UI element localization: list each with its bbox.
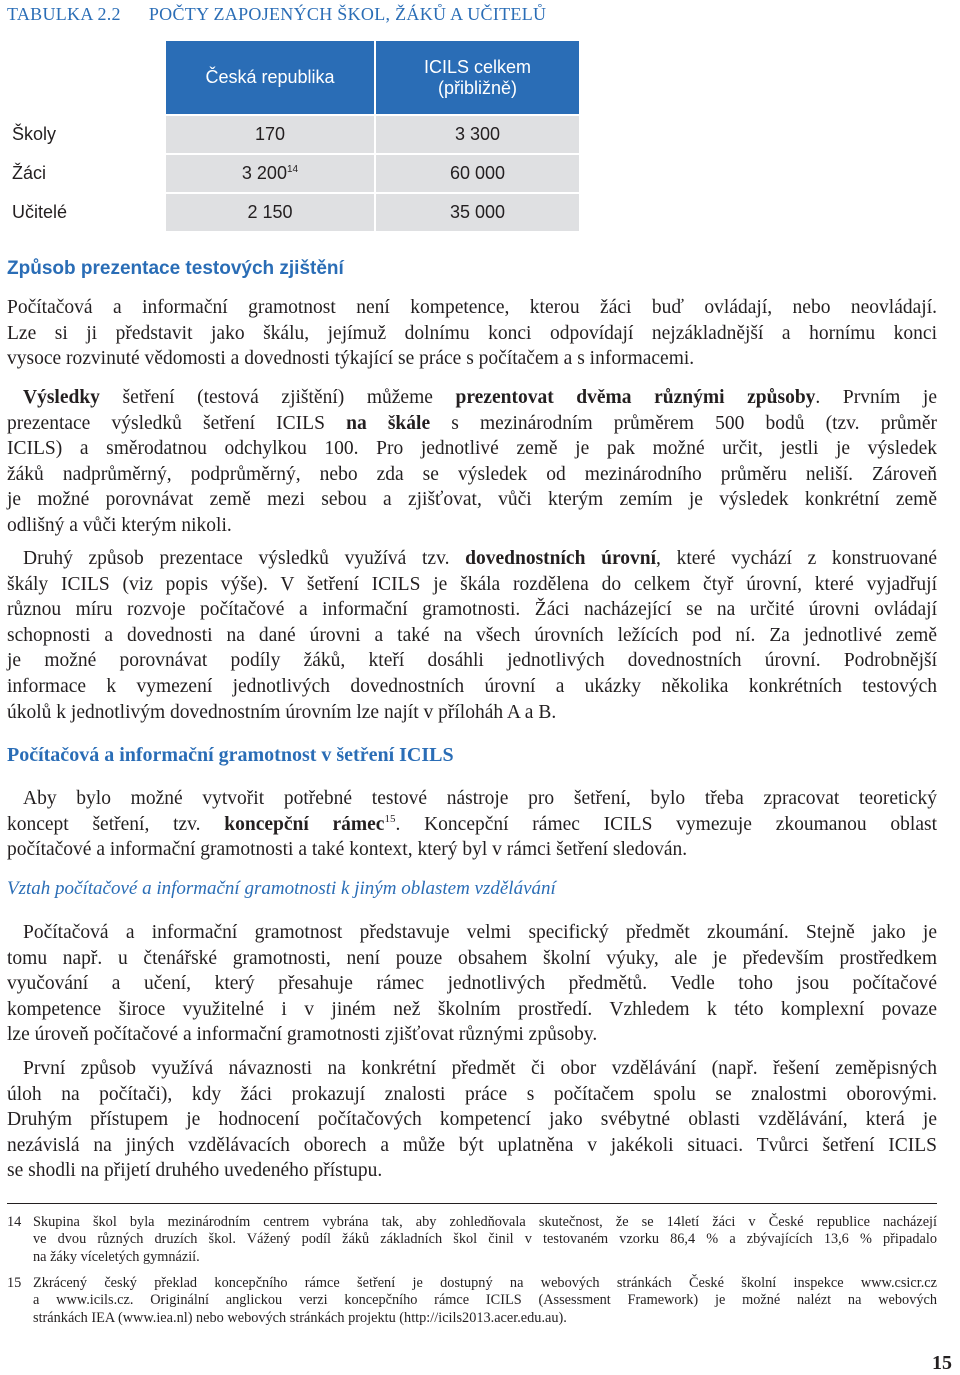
text-run: . Prvním je bbox=[815, 387, 937, 408]
cell-cz-number: 3 200 bbox=[241, 163, 287, 183]
cell-icils-value: 35 000 bbox=[376, 194, 579, 233]
paragraph-approaches bbox=[7, 1056, 937, 1184]
table-row bbox=[5, 116, 579, 155]
text-line: vyučování a učení, který přesahuje rámec jednotlivých předmětů. Vedle toho jsou počítačové bbox=[7, 973, 937, 995]
table-header-row bbox=[5, 41, 579, 116]
section-heading-relation: Vztah počítačové a informační gramotnosti k jiným oblastem vzdělávání bbox=[7, 878, 556, 899]
paragraph-skill-levels bbox=[7, 546, 937, 725]
section-heading-presentation: Způsob prezentace testových zjištění bbox=[7, 258, 344, 279]
text-line: počítačové a informační gramotnosti a také kontext, který byl v rámci šetření sledován. bbox=[7, 839, 688, 861]
text-line: vysoce rozvinuté vědomosti a dovednosti týkající se práce s počítačem a s informacemi. bbox=[7, 348, 695, 370]
text-line: škály ICILS (viz popis výše). V šetření ICILS je škála rozdělena do celkem čtyř úrovní, které vyjadřují bbox=[7, 573, 937, 595]
bold-text: dovednostních úrovní bbox=[465, 548, 657, 569]
page-number: 15 bbox=[932, 1352, 952, 1374]
header-empty-cell bbox=[5, 41, 166, 116]
cell-cz-value bbox=[166, 155, 376, 194]
paragraph-results-scale bbox=[7, 385, 937, 539]
text-line: úloh na počítači), kdy žáci prokazují znalosti práce s počítačem spolu se znalostmi oborovými. bbox=[7, 1083, 937, 1105]
header-czech-republic: Česká republika bbox=[166, 41, 376, 116]
footnote-line: ve dvou různých druzích škol. Vážený podíl žáků základních škol činil v testovaném vzorku 86,4 % a zbývajících 13,6 % připadalo bbox=[33, 1231, 937, 1248]
table-row bbox=[5, 194, 579, 233]
footnote-ref-15: 15 bbox=[384, 812, 396, 825]
text-line bbox=[7, 812, 937, 838]
footnote-line: na žáky víceletých gymnázií. bbox=[33, 1248, 200, 1265]
footnote-14 bbox=[7, 1214, 937, 1268]
text-run: s mezinárodním průměrem 500 bodů (tzv. průměr bbox=[430, 412, 938, 434]
text-run: Druhý způsob prezentace výsledků využívá tzv. bbox=[23, 548, 466, 569]
footnote-line: a www.icils.cz. Originální anglickou verzi koncepčního rámce ICILS (Assessment Framework) je možné nalézt na webových bbox=[33, 1292, 937, 1309]
footnote-15 bbox=[7, 1275, 937, 1329]
header-icils-total bbox=[376, 41, 579, 116]
text-line bbox=[7, 411, 937, 437]
text-line: lze úroveň počítačové a informační gramotnosti zjišťovat různými způsoby. bbox=[7, 1024, 598, 1046]
footnote-ref-14: 14 bbox=[286, 164, 299, 175]
text-run: . Koncepční rámec ICILS vymezuje zkoumanou oblast bbox=[395, 813, 937, 835]
text-line: schopnosti a dovednosti na dané úrovni a také na všech úrovních ležících pod ní. Za jednotlivé země bbox=[7, 624, 937, 646]
row-label: Školy bbox=[5, 116, 166, 155]
footnote-number: 14 bbox=[7, 1214, 22, 1230]
header-icils-total-line1: ICILS celkem bbox=[423, 56, 532, 77]
text-run: koncept šetření, tzv. bbox=[7, 813, 225, 835]
bold-text: Výsledky bbox=[23, 387, 100, 408]
text-line: ICILS) a směrodatnou odchylkou 100. Pro jednotlivé země je pak možné určit, jestli je výsledek bbox=[7, 438, 937, 460]
text-line: První způsob využívá návaznosti na konkrétní předmět či obor vzdělávání (např. řešení zeměpisných bbox=[23, 1058, 937, 1079]
text-line: odlišný a vůči kterým nikoli. bbox=[7, 514, 232, 536]
bold-text: koncepční rámec bbox=[224, 813, 385, 835]
footnote-divider bbox=[7, 1203, 937, 1204]
table-row bbox=[5, 155, 579, 194]
text-line: se shodli na přijetí druhého uvedeného přístupu. bbox=[7, 1160, 383, 1182]
table-number: TABULKA 2.2 bbox=[7, 4, 121, 24]
footnote-line: Zkrácený český překlad koncepčního rámce šetření je dostupný na webových stránkách České školní inspekce www.csicr.cz bbox=[33, 1275, 937, 1291]
row-label: Žáci bbox=[5, 155, 166, 194]
text-line: různou míru rozvoje počítačové a informační gramotnosti. Žáci nacházející se na určité úrovni ovládají bbox=[7, 599, 937, 621]
paragraph-conceptual-framework bbox=[7, 786, 937, 863]
text-line: Počítačová a informační gramotnost představuje velmi specifický předmět zkoumání. Stejně jako je bbox=[23, 922, 937, 943]
footnote-line: stránkách IEA (www.iea.nl) nebo webových stránkách projektu (http://icils2013.acer.edu.au). bbox=[33, 1309, 567, 1326]
section-heading-icils-literacy: Počítačová a informační gramotnost v šetření ICILS bbox=[7, 744, 454, 766]
text-line: žáků nadprůměrný, podprůměrný, nebo zda se výsledek od mezinárodního průměru neliší. Zároveň bbox=[7, 463, 937, 485]
text-line: Lze si ji představit jako škálu, jejímuž dolnímu konci odpovídají nejzákladnější a hornímu konci bbox=[7, 322, 937, 344]
header-icils-total-line2: (přibližně) bbox=[437, 77, 518, 98]
table-title: POČTY ZAPOJENÝCH ŠKOL, ŽÁKŮ A UČITELŮ bbox=[148, 4, 547, 24]
footnote-line: Skupina škol byla mezinárodním centrem vybrána tak, aby zohledňovala skutečnost, že se 14letí žáci v České republice nacházejí bbox=[33, 1214, 937, 1230]
text-line bbox=[7, 385, 937, 411]
paragraph-specific-subject bbox=[7, 920, 937, 1048]
table-caption bbox=[7, 4, 546, 25]
cell-cz-value: 170 bbox=[166, 116, 376, 155]
text-line: tomu např. u čtenářské gramotnosti, není pouze obsahem školní výuky, ale je především prostředkem bbox=[7, 947, 937, 969]
text-run: prezentace výsledků šetření ICILS bbox=[7, 412, 347, 434]
text-line: je možné porovnávat podíly žáků, kteří dosáhli jednotlivých dovednostních úrovní. Podrobnější bbox=[7, 650, 937, 672]
text-line: úkolů k jednotlivým dovednostním úrovním lze najít v příloháh A a B. bbox=[7, 701, 557, 723]
text-line: Aby bylo možné vytvořit potřebné testové nástroje pro šetření, bylo třeba zpracovat teoretický bbox=[23, 788, 937, 809]
footnote-body bbox=[33, 1275, 937, 1327]
text-line: kompetence široce využitelné i v jiném než školním prostředí. Vzhledem k této komplexní povaze bbox=[7, 998, 937, 1020]
text-line bbox=[7, 546, 937, 572]
text-line: Počítačová a informační gramotnost není kompetence, kterou žáci buď ovládají, nebo neovládají. bbox=[7, 297, 937, 318]
cell-cz-value: 2 150 bbox=[166, 194, 376, 233]
text-line: je možné porovnávat země mezi sebou a zjišťovat, vůči kterým zemím je výsledek konkrétní země bbox=[7, 489, 937, 511]
footnote-number: 15 bbox=[7, 1275, 22, 1291]
text-run: , které vychází z konstruované bbox=[656, 548, 937, 569]
cell-icils-value: 3 300 bbox=[376, 116, 579, 155]
paragraph-gramotnost-scale bbox=[7, 295, 937, 372]
row-label: Učitelé bbox=[5, 194, 166, 233]
text-run: šetření (testová zjištění) můžeme bbox=[99, 387, 456, 408]
bold-text: prezentovat dvěma různými způsoby bbox=[455, 387, 816, 408]
text-line: Druhým přístupem je hodnocení počítačových kompetencí jako svébytné oblasti vzdělávání, která je bbox=[7, 1109, 937, 1131]
text-line: informace k vymezení jednotlivých dovednostních úrovní a ukázky několika konkrétních testových bbox=[7, 675, 937, 697]
stats-table bbox=[5, 41, 579, 233]
cell-icils-value: 60 000 bbox=[376, 155, 579, 194]
footnote-body bbox=[33, 1214, 937, 1266]
bold-text: na škále bbox=[346, 412, 431, 434]
text-line: nezávislá na jiných vzdělávacích oborech a může být uplatněna v jakékoli situaci. Tvůrci šetření ICILS bbox=[7, 1134, 937, 1156]
